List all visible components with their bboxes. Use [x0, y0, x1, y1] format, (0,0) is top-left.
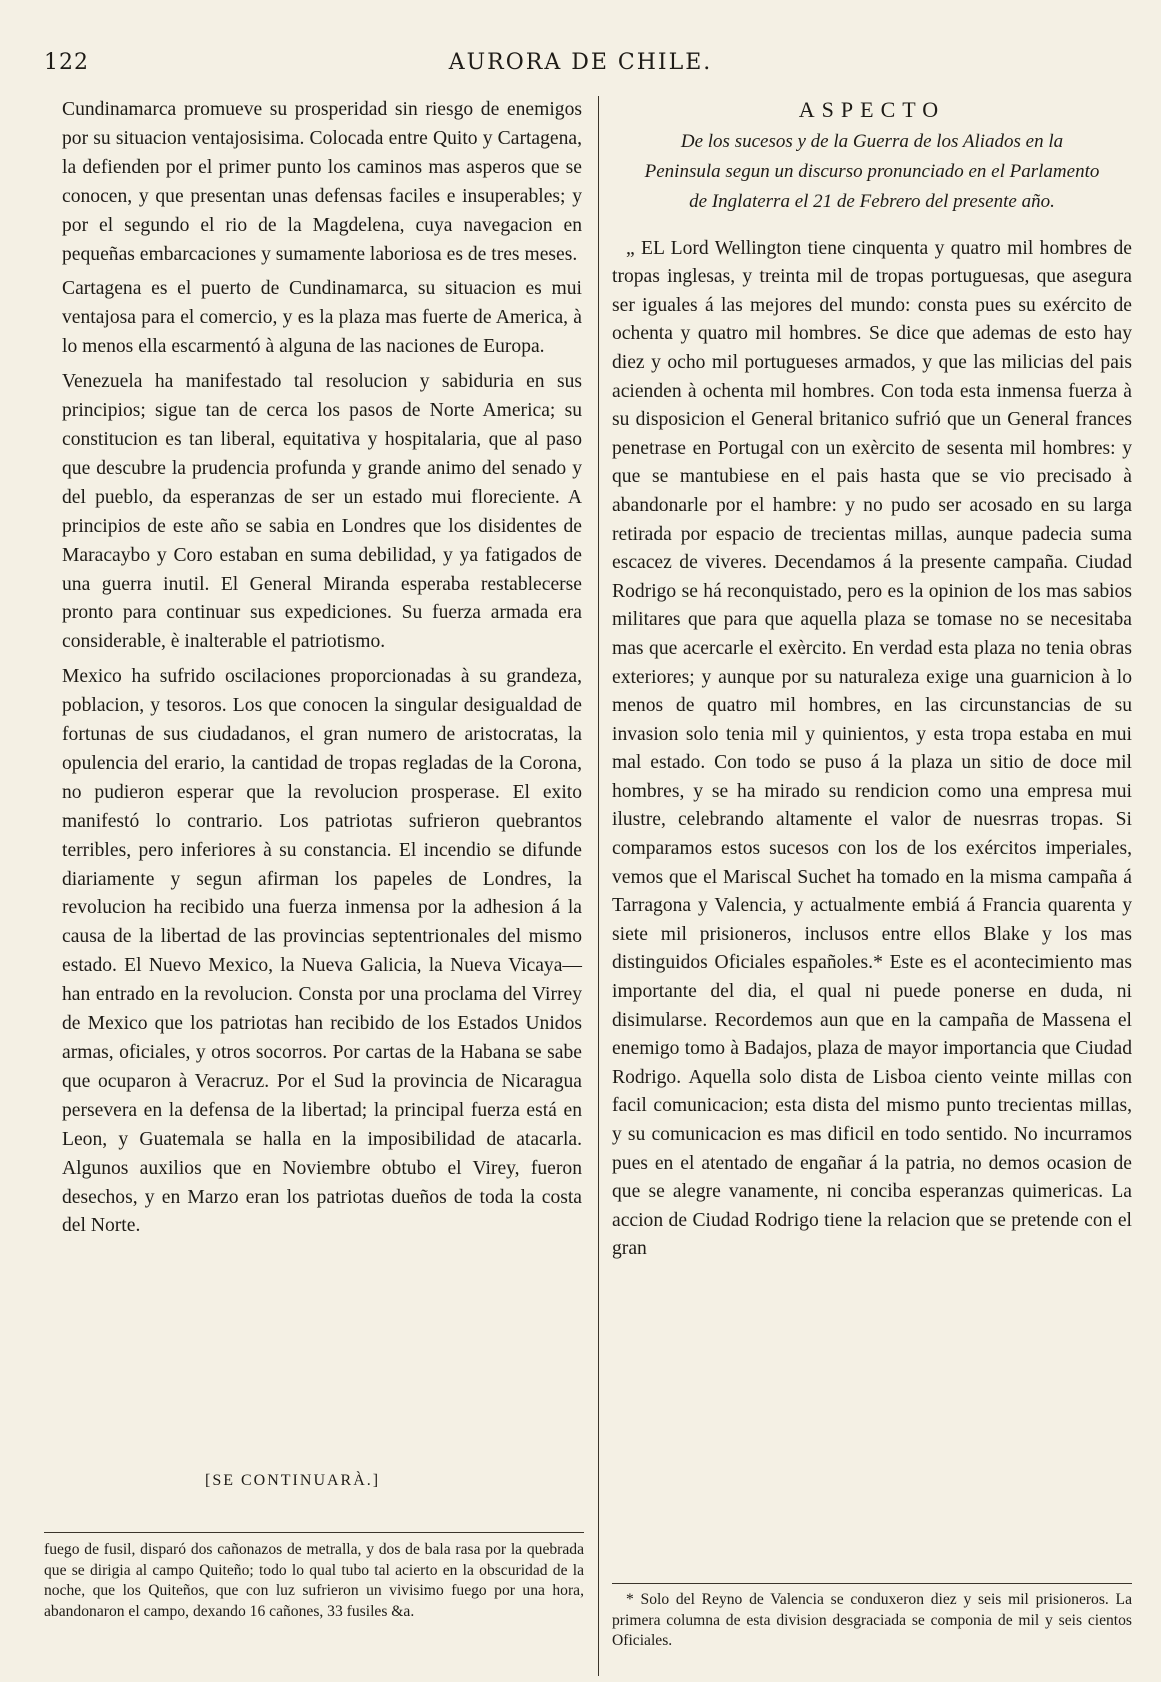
- right-column: [612, 96, 1132, 1264]
- section-title: ASPECTO: [798, 97, 946, 122]
- paragraph-cundinamarca: Cundinamarca promueve su prosperidad sin riesgo de enemigos por su situacion ventajosisima. Colocada entre Quito y Cartagena, la defienden por el primer punto los caminos mas asperos que se conocen, y que presentan unas defensas faciles e insuperables; y por el segundo el rio de la Magdelena, cuya navegacion en pequeñas embarcaciones y sumamente laboriosa es de tres meses.: [62, 99, 582, 265]
- footnote-left: fuego de fusil, disparó dos cañonazos de metralla, y dos de bala rasa por la quebrada que se dirigia al campo Quiteño; todo lo qual tubo tal acierto en la obscuridad de la noche, que los Quiteños, que con luz sufrieron un vivisimo fuego por una hora, abandonaron el campo, dexando 16 cañones, 33 fusiles &a.: [44, 1541, 584, 1620]
- column-divider: [598, 96, 599, 1676]
- left-column: [62, 96, 582, 1247]
- paragraph-venezuela: Venezuela ha manifestado tal resolucion y sabiduria en sus principios; sigue tan de cerca los pasos de Norte America; su constitucion es tan liberal, equitativa y hospitalaria, que al paso que descubre la prudencia profunda y grande animo del senado y del pueblo, da esperanzas de ser un estado mui floreciente. A principios de este año se sabia en Londres que los disidentes de Maracaybo y Coro estaban en suma debilidad, y ya fatigados de una guerra inutil. El General Miranda esperaba restablecerse pronto para continuar sus expediciones. Su fuerza armada era considerable, è inalterable el patriotismo.: [62, 371, 582, 653]
- section-subtitle: De los sucesos y de la Guerra de los Aliados en la Peninsula segun un discurso pronunciado en el Parlamento de Inglaterra el 21 de Febrero del presente año.: [644, 130, 1100, 212]
- running-title: AURORA DE CHILE.: [448, 50, 713, 75]
- footnote-rule-left: [44, 1532, 584, 1533]
- paragraph-mexico: Mexico ha sufrido oscilaciones proporcionadas à su grandeza, poblacion, y tesoros. Los que conocen la singular desigualdad de fortunas de sus ciudadanos, el gran numero de aristocratas, la opulencia del erario, la cantidad de tropas regladas de la Corona, no pudieron esperar que la revolucion prosperase. El exito manifestó lo contrario. Los patriotas sufrieron quebrantos terribles, pero inferiores à su constancia. El incendio se difunde diariamente y segun afirman los papeles de Londres, la revolucion ha recibido una fuerza inmensa por la adhesion á la causa de la libertad de las provincias septentrionales del mismo estado. El Nuevo Mexico, la Nueva Galicia, la Nueva Vicaya—han entrado en la revolucion. Consta por una proclama del Virrey de Mexico que los patriotas han recibido de los Estados Unidos armas, oficiales, y otros socorros. Por cartas de la Habana se sabe que ocuparon à Veracruz. Por el Sud la provincia de Nicaragua persevera en la defensa de la libertad; la principal fuerza está en Leon, y Guatemala se halla en la imposibilidad de atacarla. Algunos auxilios que en Noviembre obtubo el Virey, fueron desechos, y en Marzo eran los patriotas dueños de toda la costa del Norte.: [62, 666, 582, 1237]
- paragraph-cartagena: Cartagena es el puerto de Cundinamarca, su situacion es mui ventajosa para el comercio, y es la plaza mas fuerte de America, à lo menos ella escarmentó à alguna de las naciones de Europa.: [62, 278, 582, 358]
- continuation-note: [SE CONTINUARÀ.]: [205, 1472, 381, 1489]
- footnote-right: * Solo del Reyno de Valencia se conduxeron diez y seis mil prisioneros. La primera columna de esta division desgraciada se componia de mil y seis cientos Oficiales.: [612, 1591, 1132, 1649]
- paragraph-wellington: „ EL Lord Wellington tiene cinquenta y quatro mil hombres de tropas inglesas, y treinta mil de tropas portuguesas, que asegura ser iguales á las mejores del mundo: consta pues su exército de ochenta y quatro mil hombres. Se dice que ademas de esto hay diez y ocho mil portugueses armados, y que las milicias del pais acienden à ochenta mil hombres. Con toda esta inmensa fuerza à su disposicion el General britanico sufrió que un General frances penetrase en Portugal con un exèrcito de sesenta mil hombres: y que se mantubiese en el pais hasta que se vio precisado à abandonarle por el hambre: y no pudo ser acosado en su larga retirada por espacio de trecientas millas, aunque padecia suma escacez de viveres. Decendamos á la presente campaña. Ciudad Rodrigo se há reconquistado, pero es la opinion de los mas sabios militares que para que aquella plaza se tomase no se necesitaba mas que acercarle el exèrcito. En verdad esta plaza no tenia obras exteriores; y aunque por su naturaleza exige una guarnicion à lo menos de quatro mil hombres, en las circunstancias de su invasion solo tenia mil y quinientos, y esta tropa estaba en mui mal estado. Con todo se puso á la plaza un sitio de doce mil hombres, y se ha mirado su rendicion como una empresa mui ilustre, celebrando altamente el valor de nuesrras tropas. Si comparamos estos sucesos con los de los exércitos imperiales, vemos que el Mariscal Suchet ha tomado en la misma campaña á Tarragona y Valencia, y actualmente embiá á Francia quarenta y siete mil prisioneros, inclusos entre ellos Blake y los mas distinguidos Oficiales españoles.* Este es el acontecimiento mas importante del dia, el qual ni puede ponerse en duda, ni disimularse. Recordemos aun que en la campaña de Massena el enemigo tomo à Badajos, plaza de mayor importancia que Ciudad Rodrigo. Aquella solo dista de Lisboa ciento veinte millas con facil comunicacion; esta dista del mismo punto trecientas millas, y su comunicacion es mas dificil en todo sentido. No incurramos pues en el atentado de engañar á la patria, no demos ocasion de que se alegre vanamente, ni conciba esperanzas quimericas. La accion de Ciudad Rodrigo tiene la relacion que se pretende con el gran: [612, 237, 1132, 1260]
- page-number: 122: [44, 50, 89, 75]
- footnote-rule-right: [612, 1583, 1132, 1584]
